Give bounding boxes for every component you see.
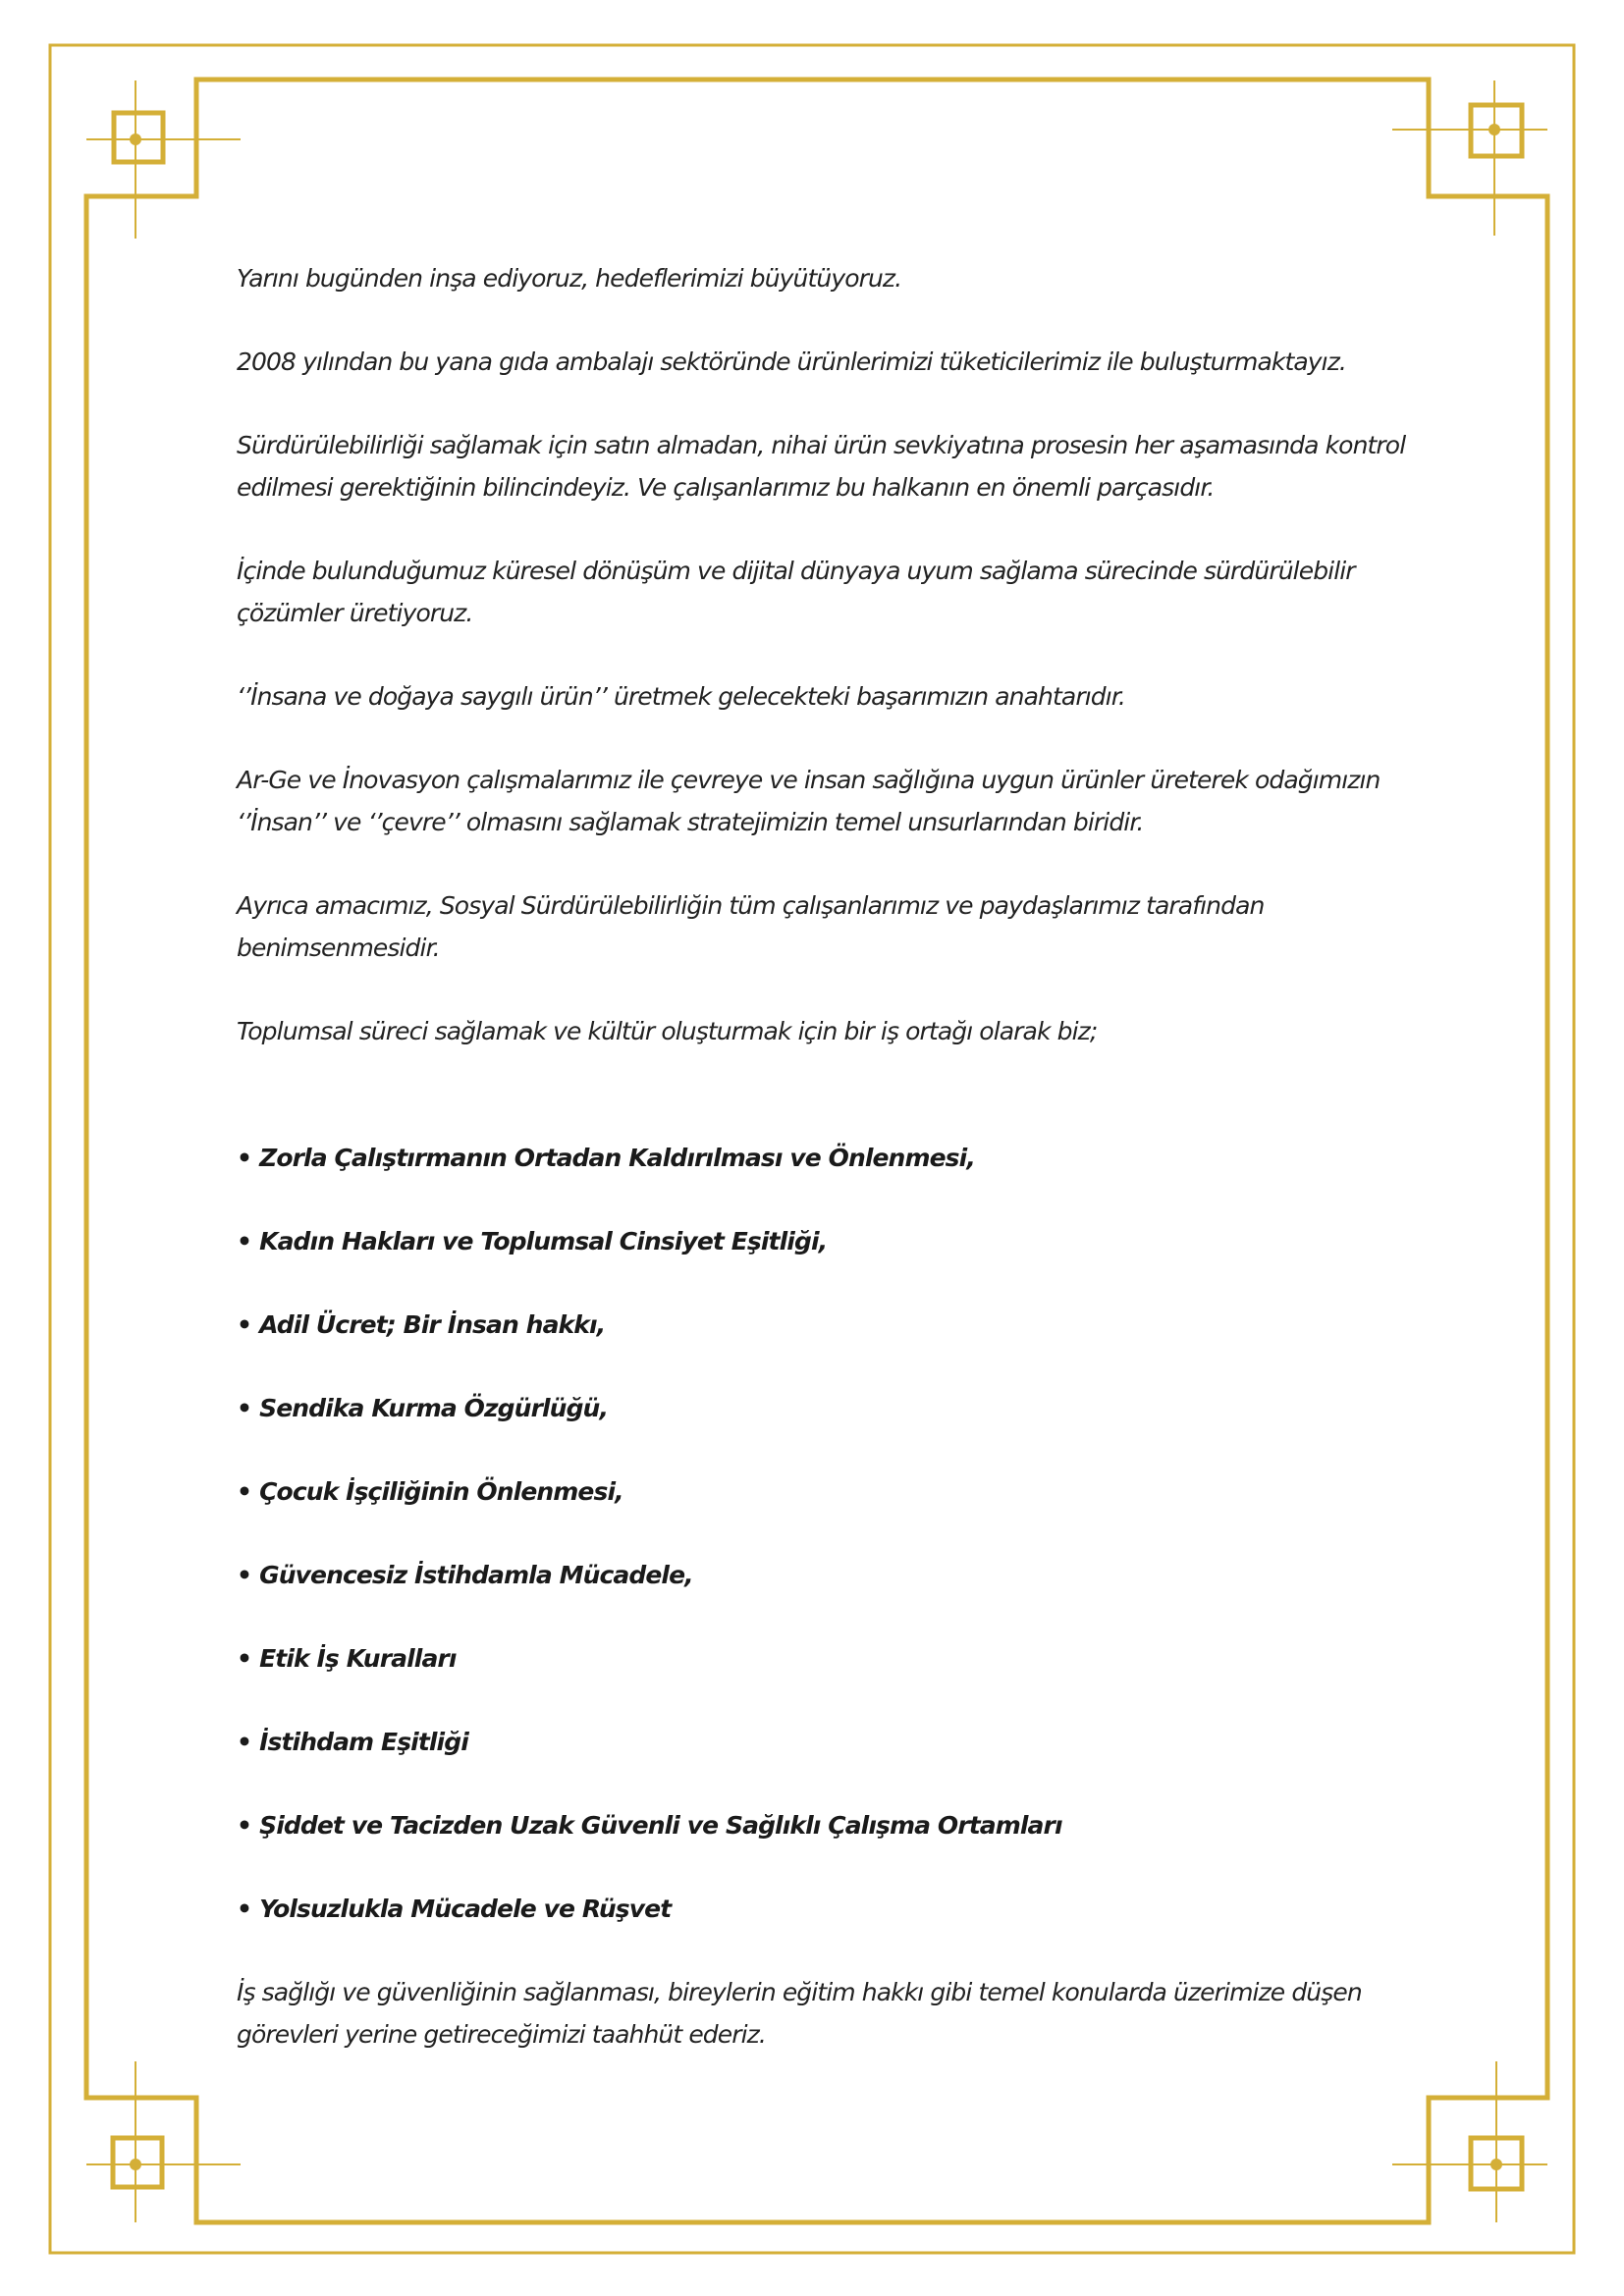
bullet-icon: • — [237, 1144, 252, 1172]
bullet-icon: • — [237, 1644, 252, 1673]
bullet-icon: • — [237, 1561, 252, 1589]
list-item: • Yolsuzlukla Mücadele ve Rüşvet — [237, 1895, 672, 1923]
list-item: • Etik İş Kuralları — [237, 1644, 457, 1673]
bullet-icon: • — [237, 1728, 252, 1756]
document-body — [237, 257, 1444, 2097]
bullet-icon: • — [237, 1811, 252, 1840]
corner-ornament-top-left — [86, 80, 241, 239]
list-item: • Güvencesiz İstihdamla Mücadele, — [237, 1561, 693, 1589]
paragraph-goal: Ayrıca amacımız, Sosyal Sürdürülebilirliğin tüm çalışanlarımız ve paydaşlarımız tarafından benimsenmesidir. — [237, 891, 1265, 962]
paragraph-sustainability: Sürdürülebilirliği sağlamak için satın almadan, nihai ürün sevkiyatına prosesin her aşamasında kontrol edilmesi gerektiğinin bilincindeyiz. Ve çalışanlarımız bu halkanın en önemli parçasıdır. — [237, 431, 1406, 502]
list-item: • Şiddet ve Tacizden Uzak Güvenli ve Sağlıklı Çalışma Ortamları — [237, 1811, 1062, 1840]
bullet-icon: • — [237, 1477, 252, 1506]
bullet-icon: • — [237, 1227, 252, 1255]
bullet-icon: • — [237, 1895, 252, 1923]
paragraph-respect: ‘’İnsana ve doğaya saygılı ürün’’ üretmek gelecekteki başarımızın anahtarıdır. — [237, 682, 1125, 711]
bullet-icon: • — [237, 1394, 252, 1422]
paragraph-transformation: İçinde bulunduğumuz küresel dönüşüm ve dijital dünyaya uyum sağlama sürecinde sürdürülebilir çözümler üretiyoruz. — [237, 557, 1355, 627]
list-item: • Sendika Kurma Özgürlüğü, — [237, 1394, 609, 1422]
list-item: • Adil Ücret; Bir İnsan hakkı, — [237, 1310, 606, 1339]
list-item: • Zorla Çalıştırmanın Ortadan Kaldırılması ve Önlenmesi, — [237, 1144, 975, 1172]
paragraph-partnership: Toplumsal süreci sağlamak ve kültür oluşturmak için bir iş ortağı olarak biz; — [237, 1017, 1098, 1045]
commitments-list — [237, 1137, 1444, 1930]
paragraph-history: 2008 yılından bu yana gıda ambalajı sektöründe ürünlerimizi tüketicilerimiz ile buluşturmaktayız. — [237, 347, 1346, 376]
corner-ornament-top-right — [1392, 80, 1547, 236]
paragraph-closing: İş sağlığı ve güvenliğinin sağlanması, bireylerin eğitim hakkı gibi temel konularda üzerimize düşen görevleri yerine getireceğimizi taahhüt ederiz. — [237, 1978, 1362, 2049]
list-item: • Kadın Hakları ve Toplumsal Cinsiyet Eşitliği, — [237, 1227, 828, 1255]
paragraph-intro: Yarını bugünden inşa ediyoruz, hedeflerimizi büyütüyoruz. — [237, 264, 902, 293]
list-item: • Çocuk İşçiliğinin Önlenmesi, — [237, 1477, 623, 1506]
list-item: • İstihdam Eşitliği — [237, 1728, 468, 1756]
bullet-icon: • — [237, 1310, 252, 1339]
paragraph-rnd: Ar-Ge ve İnovasyon çalışmalarımız ile çevreye ve insan sağlığına uygun ürünler üreterek odağımızın ‘’İnsan’’ ve ‘’çevre’’ olmasını sağlamak stratejimizin temel unsurlarından biridir. — [237, 766, 1380, 836]
corner-ornament-bottom-left — [86, 2061, 241, 2222]
